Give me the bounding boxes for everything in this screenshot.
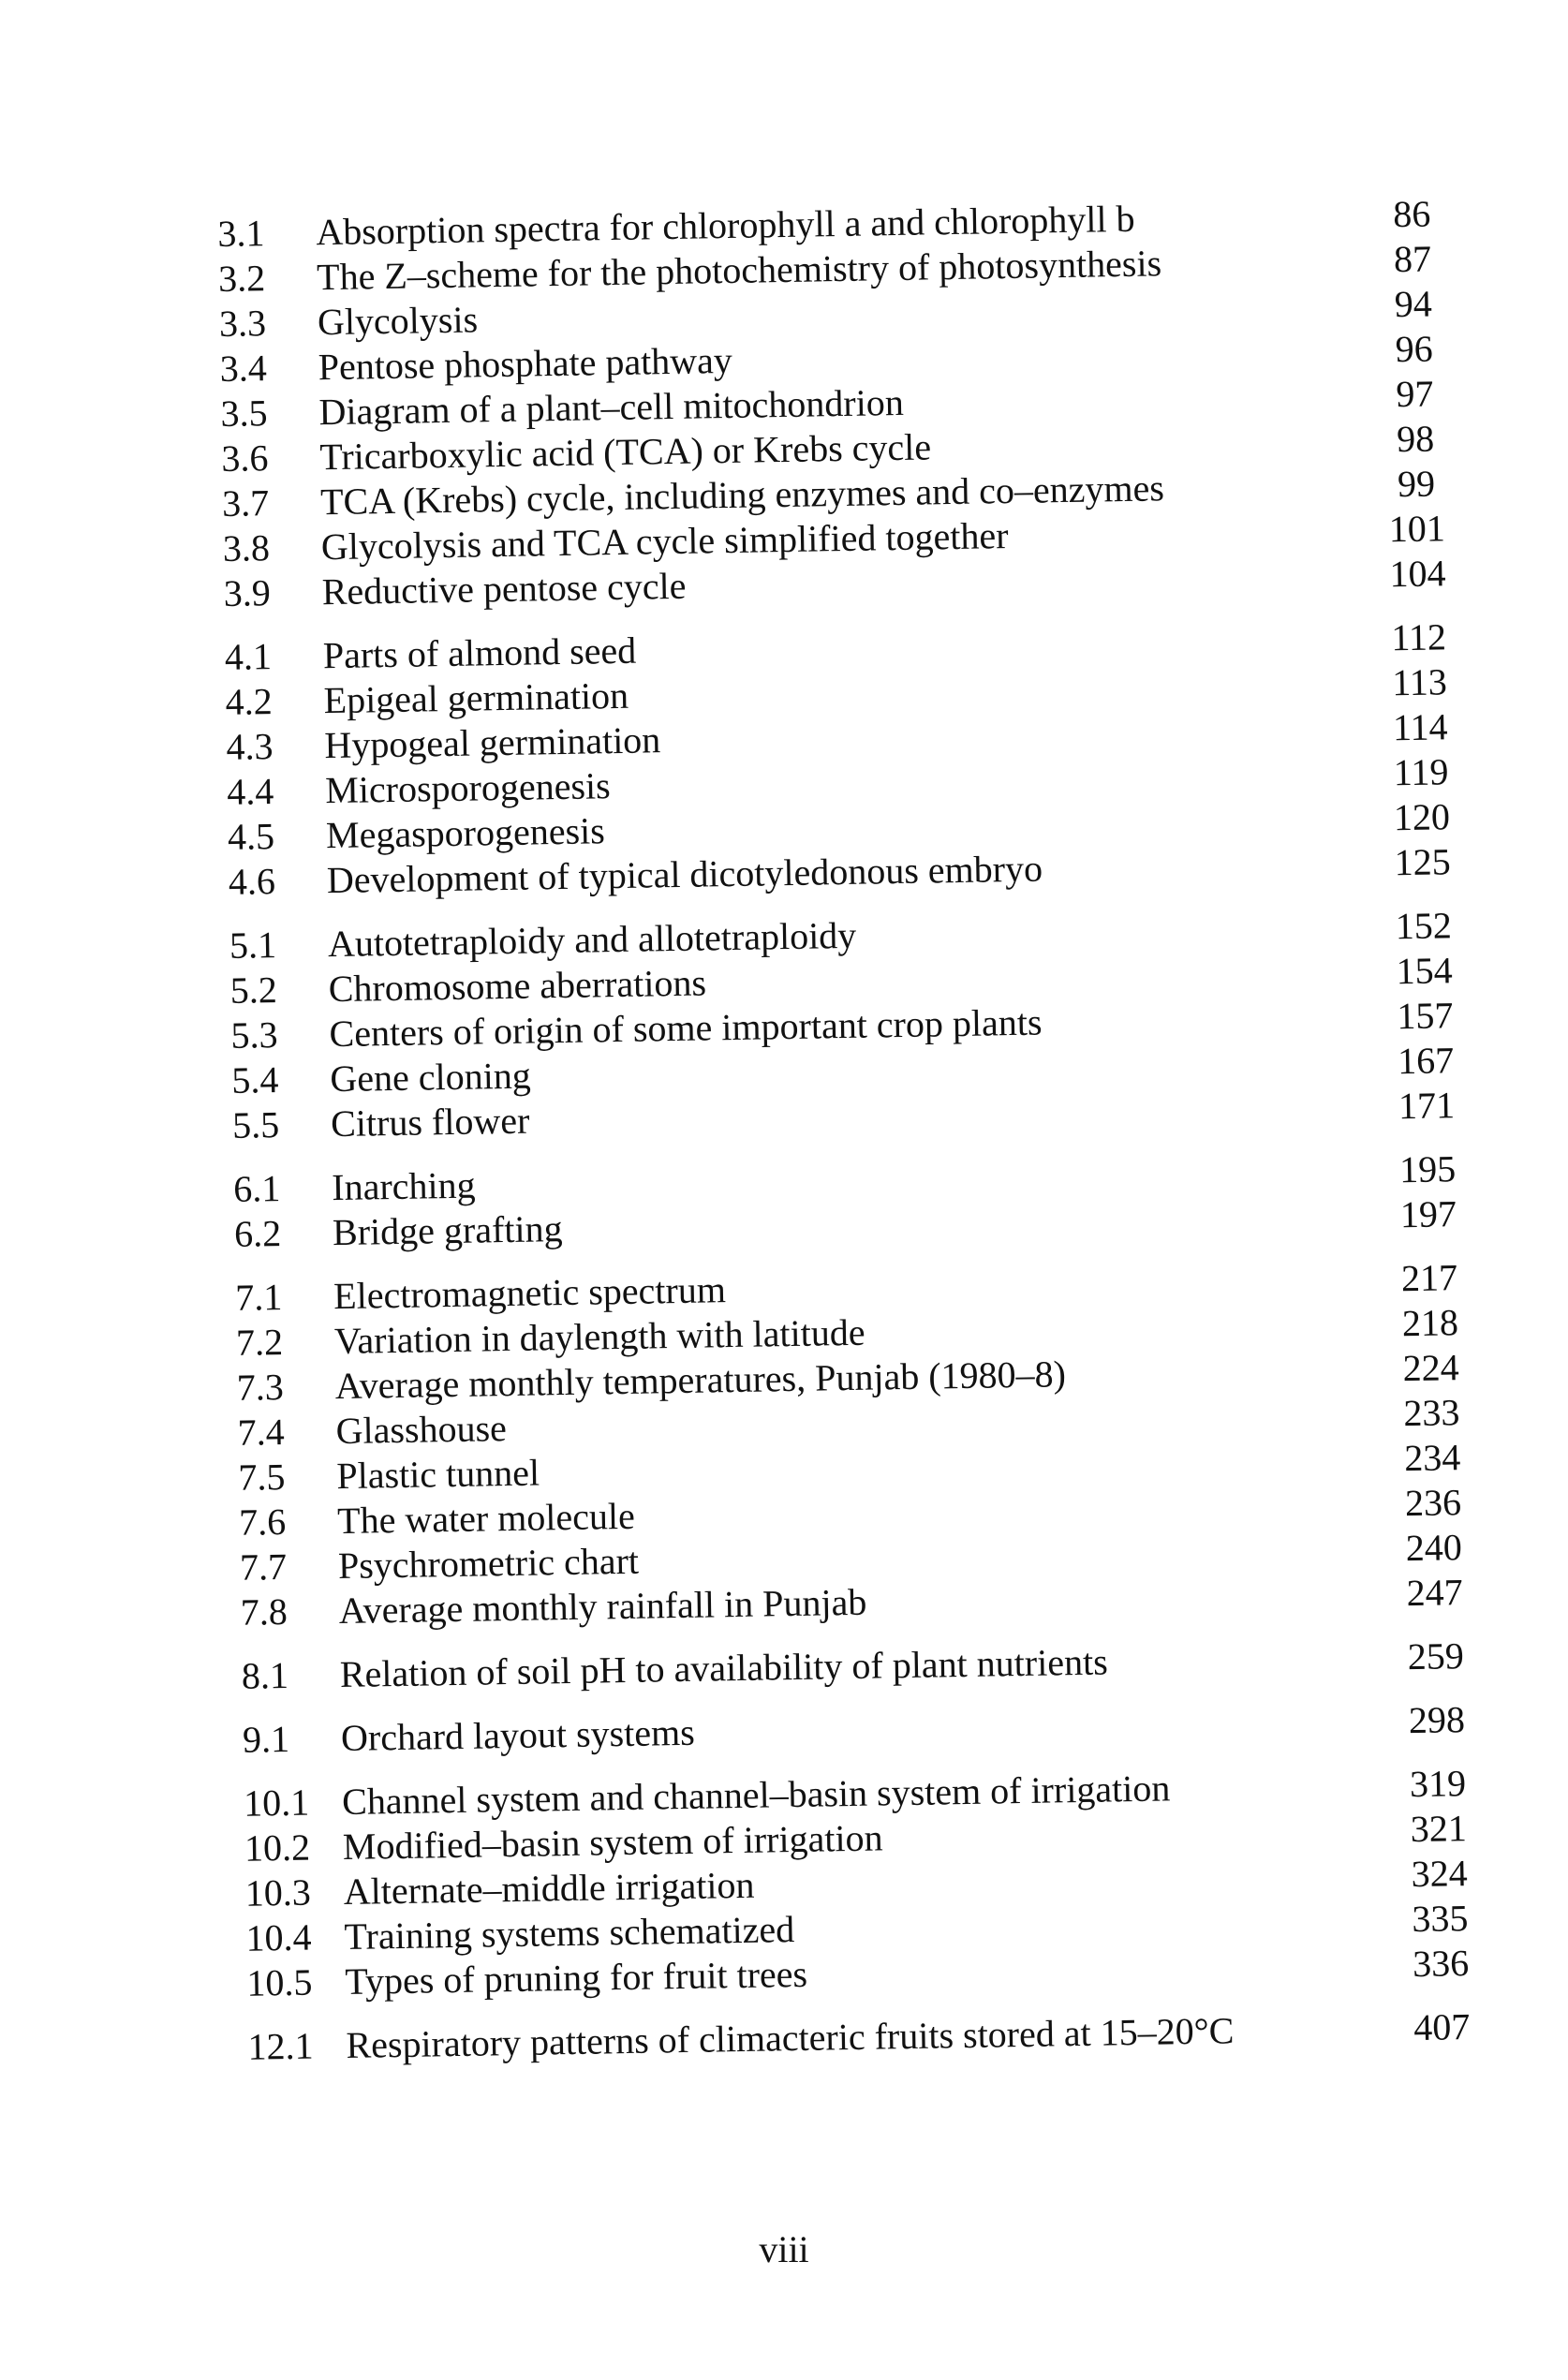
- page-number: 154: [1396, 949, 1453, 993]
- chapter-group: [243, 1697, 1489, 1763]
- figure-number: 9.1: [242, 1717, 290, 1761]
- page-number: 171: [1398, 1084, 1456, 1128]
- figure-number: 3.4: [219, 347, 268, 390]
- page-folio: viii: [759, 2228, 809, 2270]
- figure-number: 7.5: [238, 1455, 286, 1499]
- figure-title: Glycolysis and TCA cycle simplified together: [320, 514, 1009, 569]
- figure-number: 3.8: [222, 526, 271, 569]
- chapter-group: [224, 614, 1474, 905]
- page-number: 86: [1392, 192, 1431, 236]
- figure-title: Modified–basin system of irrigation: [342, 1816, 883, 1869]
- chapter-group: [242, 1633, 1488, 1699]
- figure-number: 7.8: [240, 1589, 288, 1633]
- page-number: 407: [1413, 2005, 1471, 2049]
- figure-number: 7.6: [238, 1500, 287, 1544]
- figure-title: Psychrometric chart: [337, 1539, 640, 1588]
- chapter-group: [217, 191, 1470, 616]
- figure-title: Glycolysis: [317, 298, 479, 344]
- page-number: 104: [1389, 552, 1446, 596]
- figure-title: Autotetraploidy and allotetraploidy: [327, 913, 857, 966]
- figure-number: 6.1: [232, 1167, 281, 1210]
- figure-title: Inarching: [331, 1163, 476, 1209]
- figure-number: 8.1: [241, 1653, 289, 1697]
- page-number: 152: [1395, 904, 1453, 948]
- page-number: 335: [1412, 1897, 1469, 1941]
- figure-title: TCA (Krebs) cycle, including enzymes and co–enzymes: [319, 466, 1165, 524]
- page-number: 167: [1397, 1039, 1455, 1083]
- page-number: 247: [1406, 1571, 1463, 1615]
- page-number: 336: [1412, 1942, 1470, 1986]
- figure-title: Reductive pentose cycle: [321, 564, 687, 613]
- page-number: 236: [1404, 1481, 1462, 1525]
- figure-title: Centers of origin of some important crop plants: [329, 1000, 1043, 1056]
- page-number: 97: [1396, 372, 1434, 416]
- figure-title: Tricarboxylic acid (TCA) or Krebs cycle: [318, 425, 932, 479]
- figure-title: Channel system and channel–basin system of irrigation: [341, 1767, 1171, 1824]
- figure-number: 12.1: [247, 2024, 314, 2068]
- figure-title: Relation of soil pH to availability of plant nutrients: [339, 1640, 1109, 1696]
- figure-title: Bridge grafting: [332, 1207, 563, 1254]
- figure-title: Citrus flower: [330, 1099, 530, 1146]
- figure-title: Variation in daylength with latitude: [333, 1310, 865, 1363]
- page-number: 217: [1400, 1256, 1458, 1300]
- page-number: 87: [1393, 237, 1432, 281]
- figure-number: 3.1: [217, 212, 265, 255]
- page-number: 324: [1411, 1852, 1468, 1896]
- figure-title: Chromosome aberrations: [328, 961, 707, 1011]
- figure-title: Types of pruning for fruit trees: [344, 1952, 808, 2003]
- page-number: 99: [1397, 462, 1436, 506]
- figure-number: 3.6: [220, 436, 269, 480]
- page-number: 259: [1407, 1634, 1465, 1678]
- page-number: 112: [1391, 615, 1447, 659]
- figure-number: 7.3: [236, 1366, 285, 1409]
- figure-title: Development of typical dicotyledonous embryo: [326, 847, 1043, 902]
- figure-number: 10.1: [243, 1781, 310, 1825]
- figure-title: The water molecule: [336, 1494, 636, 1543]
- figure-number: 4.5: [227, 815, 275, 858]
- figure-title: Gene cloning: [329, 1054, 532, 1101]
- page-number: 125: [1394, 840, 1452, 884]
- page-number: 113: [1391, 660, 1448, 704]
- figure-number: 10.4: [245, 1915, 312, 1959]
- figure-number: 4.2: [225, 680, 274, 723]
- figure-number: 3.7: [221, 481, 270, 525]
- figure-number: 10.5: [245, 1960, 313, 2004]
- figure-number: 5.3: [230, 1013, 278, 1057]
- page-number: 119: [1393, 750, 1449, 794]
- chapter-group: [229, 903, 1479, 1148]
- chapter-group: [244, 1761, 1493, 2006]
- figure-number: 3.3: [218, 302, 267, 345]
- figure-title: Hypogeal germination: [324, 718, 661, 767]
- page-number: 120: [1393, 795, 1451, 839]
- figure-number: 10.2: [244, 1826, 311, 1870]
- figure-title: The Z–scheme for the photochemistry of photosynthesis: [316, 242, 1162, 299]
- page-number: 101: [1388, 507, 1446, 551]
- figure-title: Microsporogenesis: [324, 764, 611, 812]
- figure-number: 7.2: [235, 1321, 284, 1364]
- figure-number: 4.4: [226, 770, 274, 813]
- figure-entry: [243, 1697, 1489, 1763]
- figure-number: 5.5: [231, 1103, 280, 1146]
- figure-title: Megasporogenesis: [325, 809, 606, 857]
- chapter-group: [233, 1146, 1480, 1257]
- figure-title: Orchard layout systems: [340, 1710, 696, 1760]
- figure-entry: [247, 2004, 1494, 2070]
- page-number: 157: [1397, 994, 1454, 1038]
- figure-number: 3.2: [217, 257, 266, 300]
- chapter-group: [235, 1255, 1487, 1635]
- figure-number: 3.5: [220, 392, 268, 435]
- figure-number: 7.4: [237, 1410, 285, 1454]
- figure-number: 5.4: [231, 1058, 279, 1101]
- page-number: 319: [1409, 1762, 1467, 1806]
- figure-number: 4.6: [228, 860, 276, 903]
- figure-title: Alternate–middle irrigation: [343, 1863, 755, 1914]
- figure-title: Average monthly temperatures, Punjab (1980–8): [334, 1353, 1067, 1408]
- figure-title: Absorption spectra for chlorophyll a and chlorophyll b: [316, 197, 1135, 254]
- figure-title: Glasshouse: [335, 1407, 508, 1453]
- figure-title: Pentose phosphate pathway: [318, 338, 733, 389]
- figure-number: 4.3: [226, 725, 274, 768]
- figure-number: 7.1: [234, 1276, 283, 1319]
- page-number: 96: [1395, 327, 1433, 371]
- page-number: 98: [1396, 417, 1435, 461]
- page-number: 94: [1394, 282, 1433, 326]
- figure-title: Respiratory patterns of climacteric fruits stored at 15–20°C: [346, 2009, 1235, 2066]
- page-number: 224: [1402, 1346, 1460, 1390]
- page-number: 234: [1403, 1436, 1461, 1480]
- figure-number: 7.7: [239, 1545, 288, 1589]
- figure-entry: [242, 1633, 1488, 1699]
- figure-number: 10.3: [244, 1870, 312, 1914]
- page-number: 240: [1405, 1526, 1463, 1570]
- chapter-group: [247, 2004, 1494, 2070]
- figure-number: 3.9: [223, 571, 272, 614]
- page-number: 197: [1399, 1192, 1457, 1236]
- figure-title: Average monthly rainfall in Punjab: [338, 1580, 867, 1633]
- page-number: 218: [1401, 1301, 1459, 1345]
- figure-number: 6.2: [233, 1212, 282, 1255]
- page-number: 298: [1408, 1698, 1466, 1742]
- figure-title: Parts of almond seed: [322, 628, 637, 677]
- page-number: 233: [1403, 1391, 1460, 1435]
- figure-title: Epigeal germination: [323, 673, 629, 722]
- list-of-figures: [217, 191, 1494, 2089]
- figure-title: Plastic tunnel: [336, 1451, 540, 1498]
- figure-title: Training systems schematized: [344, 1908, 795, 1959]
- figure-number: 4.1: [224, 635, 273, 678]
- figure-number: 5.1: [229, 924, 277, 967]
- page-number: 321: [1410, 1807, 1468, 1851]
- page-number: 195: [1398, 1147, 1457, 1191]
- figure-number: 5.2: [229, 968, 278, 1012]
- figure-title: Diagram of a plant–cell mitochondrion: [318, 380, 905, 434]
- page-number: 114: [1392, 705, 1448, 749]
- figure-title: Electromagnetic spectrum: [333, 1268, 727, 1318]
